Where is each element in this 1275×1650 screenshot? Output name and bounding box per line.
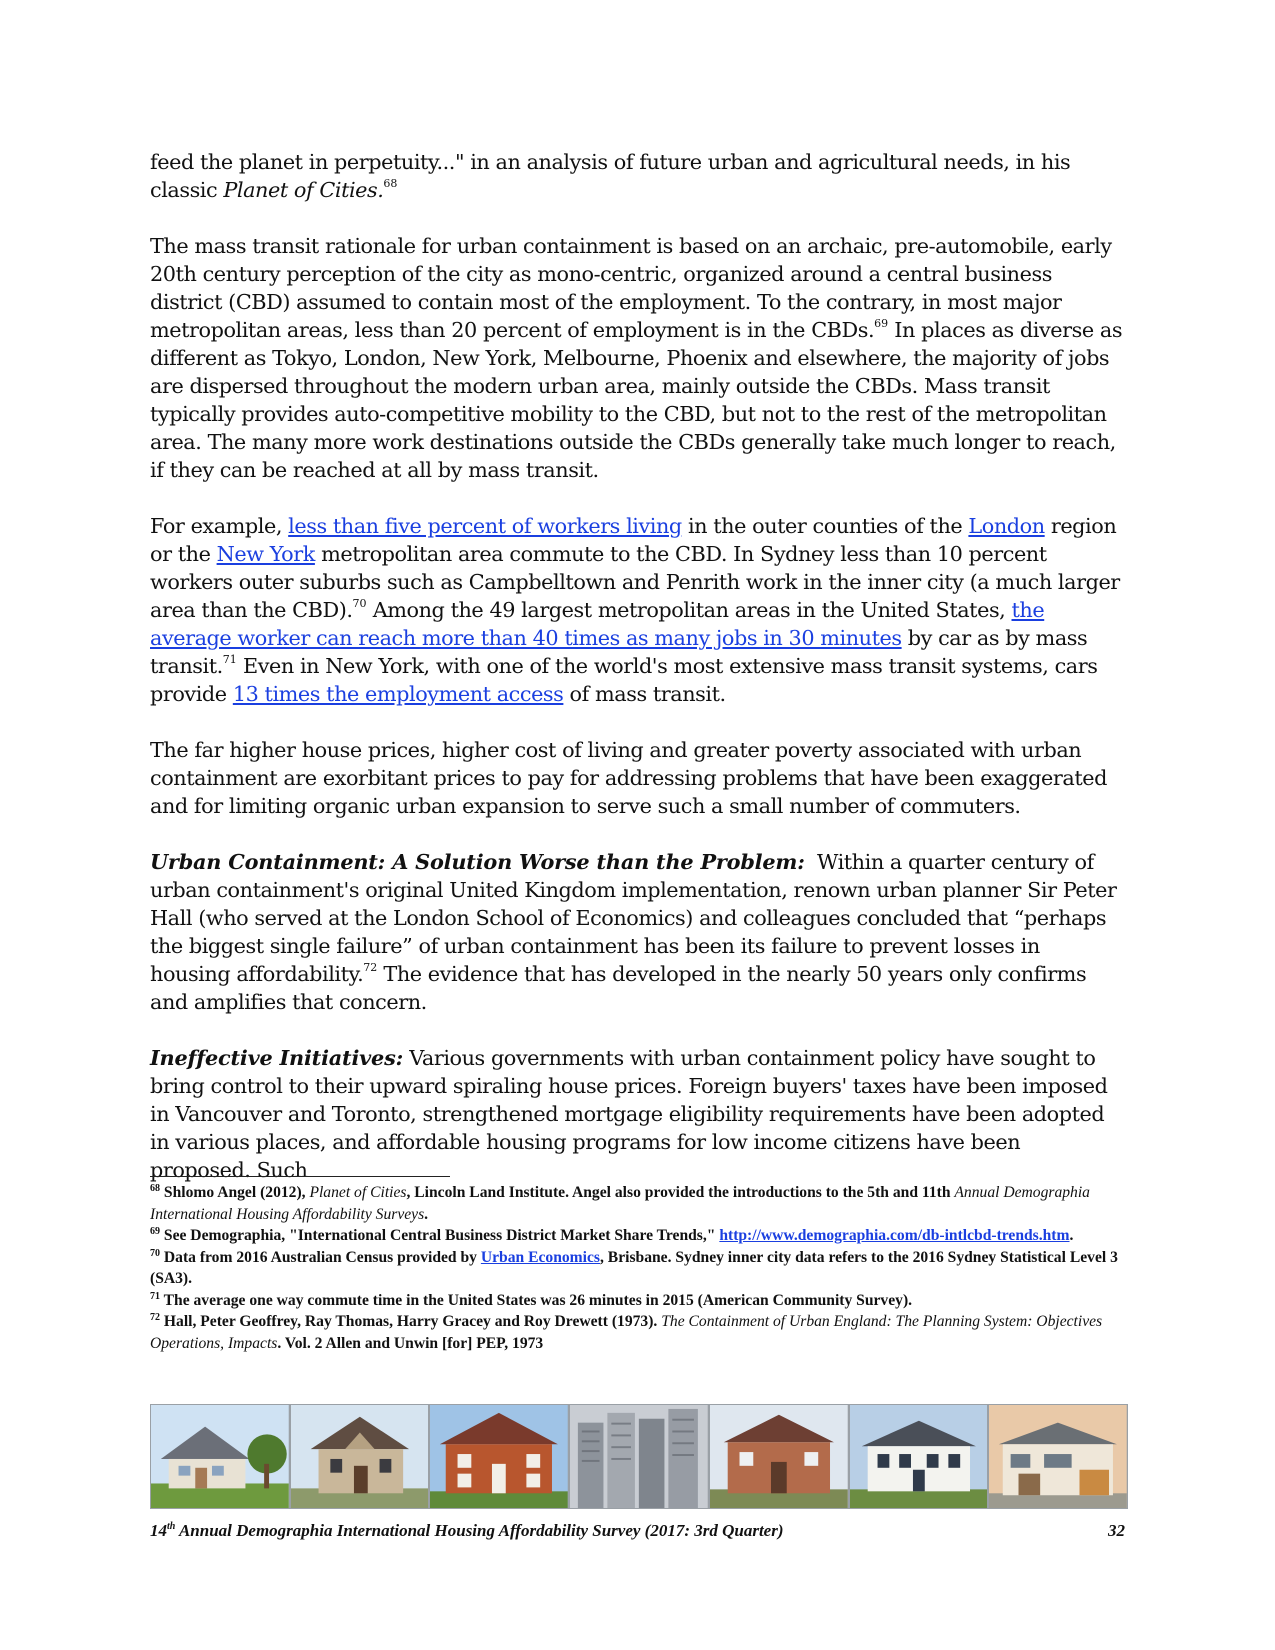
book-title: Planet of Cities.	[223, 178, 384, 202]
text: of mass transit.	[563, 682, 726, 706]
text: 14	[150, 1521, 167, 1540]
link-average-worker-jobs[interactable]: the average worker can reach more than 40 times as many jobs in 30 minutes	[150, 598, 1045, 650]
text: Even in New York, with one of the world's most extensive mass transit systems, cars provide	[150, 654, 1098, 706]
highrise-photo	[570, 1405, 708, 1508]
text: In places as diverse as different as Tokyo, London, New York, Melbourne, Phoenix and elsewhere, the majority of jobs are dispersed throughout the modern urban area, mainly outside the CBDs. Mass transit typically provides auto-competitive mobility to the CBD, but not to the rest of the metropolitan area. The many more work destinations outside the CBDs generally take much longer to reach, if they can be reached at all by mass transit.	[150, 318, 1123, 482]
text: , Brisbane. Sydney inner city data refers to the 2016 Sydney Statistical Level 3 (SA3).	[150, 1248, 1118, 1287]
paragraph-5	[150, 1044, 1125, 1184]
footnote-separator	[150, 1176, 450, 1177]
footnote-number: 72	[150, 1312, 160, 1323]
paragraph-4	[150, 848, 1125, 1016]
link-urban-economics[interactable]: Urban Economics	[480, 1248, 600, 1266]
link-demographia-cbd[interactable]: http://www.demographia.com/db-intlcbd-trends.htm	[719, 1227, 1070, 1244]
text: .	[1069, 1227, 1074, 1244]
footnote-ref-72[interactable]: 72	[363, 961, 378, 974]
footnote-number: 70	[150, 1247, 160, 1259]
text: feed the planet in perpetuity..." in an analysis of future urban and agricultural needs, in his classic	[150, 150, 1071, 202]
paragraph-0	[150, 148, 1125, 204]
footnote-number: 71	[150, 1290, 160, 1302]
text: .	[424, 1205, 429, 1223]
footnote-number: 69	[150, 1226, 160, 1237]
paragraph-1	[150, 232, 1125, 484]
section-heading-ineffective-initiatives: Ineffective Initiatives:	[150, 1045, 404, 1070]
page-footer	[150, 1521, 1125, 1541]
house-photo-strip	[150, 1404, 1128, 1509]
text: region or the	[150, 514, 1117, 566]
text: The average one way commute time in the United States was 26 minutes in 2015 (American Community Survey).	[160, 1291, 913, 1309]
footnote-ref-68[interactable]: 68	[383, 177, 398, 190]
text: , Lincoln Land Institute. Angel also provided the introductions to the 5th and 11th	[406, 1184, 955, 1201]
section-heading-urban-containment: Urban Containment: A Solution Worse than the Problem:	[150, 849, 805, 874]
text: Data from 2016 Australian Census provided by	[160, 1248, 481, 1266]
text: The mass transit rationale for urban containment is based on an archaic, pre-automobile, early 20th century perception of the city as mono-centric, organized around a central business district (CBD) assumed to contain most of the employment. To the contrary, in most major metropolitan areas, less than 20 percent of employment is in the CBDs.	[150, 234, 1112, 342]
footnote-ref-69[interactable]: 69	[874, 317, 889, 330]
footnote-70	[150, 1247, 1125, 1290]
main-text	[150, 148, 1125, 1212]
text: Among the 49 largest metropolitan areas in the United States,	[366, 598, 1012, 622]
text: Annual Demographia International Housing Affordability Survey (2017: 3rd Quarter)	[175, 1521, 784, 1540]
text: th	[167, 1521, 176, 1532]
footnote-ref-70[interactable]: 70	[352, 597, 367, 610]
link-five-percent-workers[interactable]: less than five percent of workers living	[288, 514, 682, 538]
footnote-ref-71[interactable]: 71	[222, 653, 237, 666]
text: The Containment of Urban England: The Planning System: Objectives Operations, Impacts	[150, 1313, 1103, 1352]
text: Annual Demographia International Housing Affordability Surveys	[150, 1184, 1090, 1223]
footer-title	[150, 1521, 784, 1541]
footnotes	[150, 1182, 1125, 1354]
house-photo-5	[710, 1405, 848, 1508]
footnote-71	[150, 1290, 1125, 1312]
text: Hall, Peter Geoffrey, Ray Thomas, Harry Gracey and Roy Drewett (1973).	[160, 1313, 662, 1330]
text: The evidence that has developed in the nearly 50 years only confirms and amplifies that concern.	[150, 962, 1087, 1014]
house-photo-1	[151, 1405, 289, 1508]
footnote-number: 68	[150, 1183, 160, 1194]
text: by car as by mass transit.	[150, 626, 1088, 678]
page-number: 32	[1108, 1521, 1125, 1540]
paragraph-3: The far higher house prices, higher cost of living and greater poverty associated with urban containment are exorbitant prices to pay for addressing problems that have been exaggerated and for limiting organic urban expansion to serve such a small number of commuters.	[150, 738, 1107, 818]
link-london[interactable]: London	[968, 514, 1045, 538]
text: Within a quarter century of urban containment's original United Kingdom implementation, renown urban planner Sir Peter Hall (who served at the London School of Economics) and colleagues concluded that “perhaps the biggest single failure” of urban containment has been its failure to prevent losses in housing affordability.	[150, 850, 1123, 986]
footnote-69	[150, 1225, 1125, 1247]
text: For example,	[150, 514, 289, 538]
footnote-68	[150, 1182, 1125, 1225]
text: . Vol. 2 Allen and Unwin [for] PEP, 1973	[277, 1334, 544, 1352]
house-photo-2	[291, 1405, 429, 1508]
house-photo-7	[989, 1405, 1127, 1508]
footnote-72	[150, 1311, 1125, 1354]
link-employment-access[interactable]: 13 times the employment access	[232, 682, 564, 706]
text: See Demographia, "International Central Business District Market Share Trends,"	[160, 1227, 720, 1244]
paragraph-2	[150, 512, 1125, 708]
house-photo-6	[850, 1405, 988, 1508]
text: Shlomo Angel (2012),	[160, 1184, 310, 1201]
text: Various governments with urban containment policy have sought to bring control to their upward spiraling house prices. Foreign buyers' taxes have been imposed in Vancouver and Toronto, strengthened mortgage eligibility requirements have been adopted in various places, and affordable housing programs for low income citizens have been proposed. Such	[150, 1046, 1108, 1182]
text: in the outer counties of the	[681, 514, 969, 538]
link-new-york[interactable]: New York	[216, 542, 315, 566]
house-photo-3	[430, 1405, 568, 1508]
text: Planet of Cities	[309, 1184, 407, 1201]
text: metropolitan area commute to the CBD. In Sydney less than 10 percent workers outer suburbs such as Campbelltown and Penrith work in the inner city (a much larger area than the CBD).	[150, 542, 1120, 622]
